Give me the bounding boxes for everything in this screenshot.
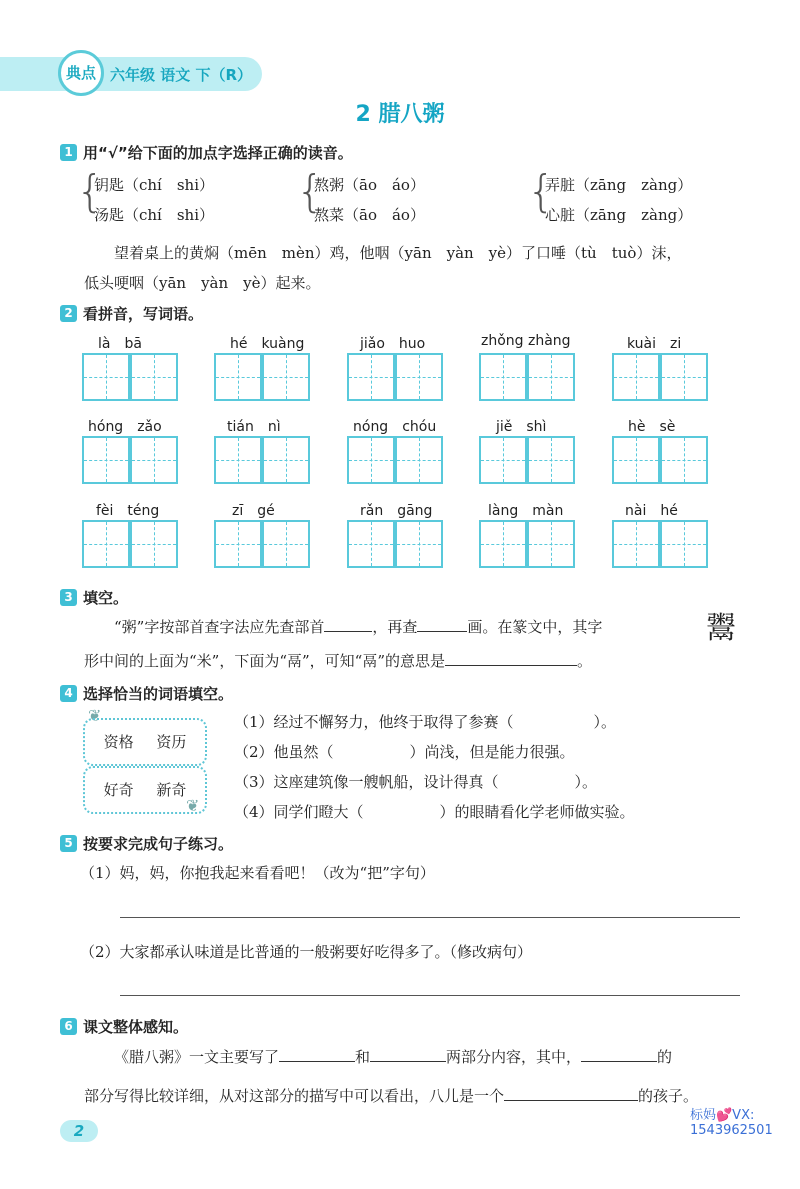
- writing-grid-cell[interactable]: [527, 520, 575, 568]
- question-text: （1）妈，妈，你抱我起来看看吧！（改为“把”字句）: [80, 864, 435, 882]
- fill-blank-line: [84, 650, 592, 671]
- pinyin-label: hé kuàng: [230, 336, 305, 352]
- question-text: （2）大家都承认味道是比普通的一般粥要好吃得多了。（修改病句）: [80, 943, 533, 961]
- reading-option[interactable]: 弄脏（zāng zàng）: [545, 176, 693, 194]
- answer-blank[interactable]: [445, 665, 577, 666]
- section-title: 看拼音，写词语。: [83, 305, 204, 323]
- vine-decoration-icon: ❦: [186, 796, 200, 815]
- pinyin-label: kuài zi: [627, 336, 682, 352]
- brace-icon: {: [76, 166, 104, 217]
- pinyin-label: nài hé: [625, 503, 678, 519]
- writing-grid-cell[interactable]: [214, 436, 262, 484]
- seal-script-character: 鬻: [706, 611, 736, 646]
- fill-blank-line: [114, 1046, 672, 1067]
- writing-grid-cell[interactable]: [660, 436, 708, 484]
- pinyin-label: hóng zǎo: [88, 419, 162, 435]
- text-segment: （4）同学们瞪大（: [234, 803, 364, 821]
- text-segment: “粥”字按部首查字法应先查部首: [114, 618, 325, 636]
- writing-grid-cell[interactable]: [82, 520, 130, 568]
- book-info: 六年级 语文 下（R）: [110, 66, 252, 84]
- pinyin-label: zī gé: [232, 503, 275, 519]
- section-2-heading: [60, 303, 203, 324]
- writing-grid-cell[interactable]: [214, 520, 262, 568]
- text-segment: 部分写得比较详细，从对这部分的描写中可以看出，八儿是一个: [84, 1087, 505, 1105]
- text-segment: ）的眼睛看化学老师做实验。: [439, 803, 635, 821]
- watermark-line: 标妈💕VX:: [690, 1108, 755, 1123]
- fill-blank-line: [234, 771, 597, 792]
- writing-grid-cell[interactable]: [130, 436, 178, 484]
- section-title: 按要求完成句子练习。: [83, 835, 234, 853]
- answer-blank[interactable]: [504, 1100, 638, 1101]
- writing-grid-cell[interactable]: [347, 520, 395, 568]
- text-segment: ）尚浅，但是能力很强。: [409, 743, 575, 761]
- text-segment: 形中间的上面为“米”，下面为“鬲”，可知“鬲”的意思是: [84, 652, 446, 670]
- writing-grid-cell[interactable]: [660, 353, 708, 401]
- pinyin-label: làng màn: [488, 503, 564, 519]
- text-segment: 的孩子。: [638, 1087, 699, 1105]
- section-title: 填空。: [83, 589, 129, 607]
- text-segment: ）。: [574, 773, 598, 791]
- writing-grid-cell[interactable]: [479, 520, 527, 568]
- reading-option[interactable]: 熬粥（āo áo）: [314, 176, 425, 194]
- reading-paragraph-line[interactable]: 低头哽咽（yān yàn yè）起来。: [84, 274, 321, 292]
- pinyin-label: nóng chóu: [353, 419, 437, 435]
- section-title: 课文整体感知。: [83, 1018, 189, 1036]
- writing-grid-cell[interactable]: [214, 353, 262, 401]
- text-segment: 两部分内容，其中，: [446, 1048, 582, 1066]
- answer-blank[interactable]: [370, 1061, 446, 1062]
- pinyin-label: là bā: [98, 336, 142, 352]
- writing-grid-cell[interactable]: [612, 436, 660, 484]
- pinyin-label: zhǒng zhàng: [481, 333, 571, 349]
- text-segment: 。: [577, 652, 593, 670]
- answer-blank[interactable]: [581, 1061, 657, 1062]
- writing-grid-cell[interactable]: [479, 353, 527, 401]
- section-4-heading: [60, 683, 233, 704]
- word-choice-box: 资格 资历: [83, 718, 207, 766]
- fill-blank-line: [114, 616, 602, 637]
- writing-grid-cell[interactable]: [347, 436, 395, 484]
- lesson-title: 2 腊八粥: [355, 102, 445, 127]
- reading-option[interactable]: 汤匙（chí shi）: [94, 206, 215, 224]
- section-number: 4: [60, 685, 77, 702]
- pinyin-label: fèi téng: [96, 503, 160, 519]
- text-segment: （2）他虽然（: [234, 743, 334, 761]
- word-choice-box: 好奇 新奇: [83, 766, 207, 814]
- writing-grid-cell[interactable]: [527, 436, 575, 484]
- writing-grid-cell[interactable]: [130, 520, 178, 568]
- answer-line[interactable]: [120, 917, 740, 918]
- reading-paragraph-line[interactable]: 望着桌上的黄焖（mēn mèn）鸡，他咽（yān yàn yè）了口唾（tù tuò）沫，: [114, 244, 682, 262]
- writing-grid-cell[interactable]: [82, 353, 130, 401]
- vine-decoration-icon: ❦: [88, 706, 102, 725]
- writing-grid-cell[interactable]: [262, 520, 310, 568]
- watermark: [690, 1108, 773, 1138]
- brace-icon: {: [296, 166, 324, 217]
- section-number: 3: [60, 589, 77, 606]
- fill-blank-line: [84, 1085, 698, 1106]
- pinyin-label: hè sè: [628, 419, 676, 435]
- section-3-heading: [60, 587, 128, 608]
- text-segment: 和: [355, 1048, 371, 1066]
- pinyin-label: rǎn gāng: [360, 503, 433, 519]
- section-number: 1: [60, 144, 77, 161]
- fill-blank-line: [234, 741, 575, 762]
- text-segment: （3）这座建筑像一艘帆船，设计得真（: [234, 773, 499, 791]
- page-number: 2: [60, 1120, 98, 1142]
- text-segment: ，再查: [372, 618, 418, 636]
- writing-grid-cell[interactable]: [395, 520, 443, 568]
- answer-blank[interactable]: [279, 1061, 355, 1062]
- section-title: 选择恰当的词语填空。: [83, 685, 234, 703]
- answer-blank[interactable]: [324, 631, 372, 632]
- writing-grid-cell[interactable]: [262, 353, 310, 401]
- writing-grid-cell[interactable]: [130, 353, 178, 401]
- text-segment: （1）经过不懈努力，他终于取得了参赛（: [234, 713, 514, 731]
- text-segment: 的: [657, 1048, 673, 1066]
- answer-line[interactable]: [120, 995, 740, 996]
- text-segment: 《腊八粥》一文主要写了: [114, 1048, 280, 1066]
- book-logo: 典点: [58, 50, 104, 96]
- pinyin-label: tián nì: [227, 419, 281, 435]
- pinyin-label: jiǎo huo: [360, 336, 426, 352]
- section-5-heading: [60, 833, 233, 854]
- reading-option[interactable]: 心脏（zāng zàng）: [545, 206, 693, 224]
- section-1-heading: [60, 142, 353, 163]
- watermark-line: 1543962501: [690, 1123, 773, 1138]
- text-segment: 画。在篆文中，其字: [467, 618, 603, 636]
- writing-grid-cell[interactable]: [262, 436, 310, 484]
- writing-grid-cell[interactable]: [82, 436, 130, 484]
- section-title: 用“√”给下面的加点字选择正确的读音。: [83, 144, 353, 162]
- fill-blank-line: [234, 711, 616, 732]
- section-6-heading: [60, 1016, 188, 1037]
- writing-grid-cell[interactable]: [660, 520, 708, 568]
- writing-grid-cell[interactable]: [479, 436, 527, 484]
- text-segment: ）。: [593, 713, 617, 731]
- answer-blank[interactable]: [417, 631, 467, 632]
- section-number: 6: [60, 1018, 77, 1035]
- section-number: 5: [60, 835, 77, 852]
- fill-blank-line: [234, 801, 635, 822]
- pinyin-label: jiě shì: [496, 419, 547, 435]
- writing-grid-cell[interactable]: [395, 436, 443, 484]
- writing-grid-cell[interactable]: [612, 520, 660, 568]
- reading-option[interactable]: 熬菜（āo áo）: [314, 206, 425, 224]
- writing-grid-cell[interactable]: [395, 353, 443, 401]
- writing-grid-cell[interactable]: [527, 353, 575, 401]
- reading-option[interactable]: 钥匙（chí shi）: [94, 176, 215, 194]
- section-number: 2: [60, 305, 77, 322]
- brace-icon: {: [527, 166, 555, 217]
- writing-grid-cell[interactable]: [612, 353, 660, 401]
- writing-grid-cell[interactable]: [347, 353, 395, 401]
